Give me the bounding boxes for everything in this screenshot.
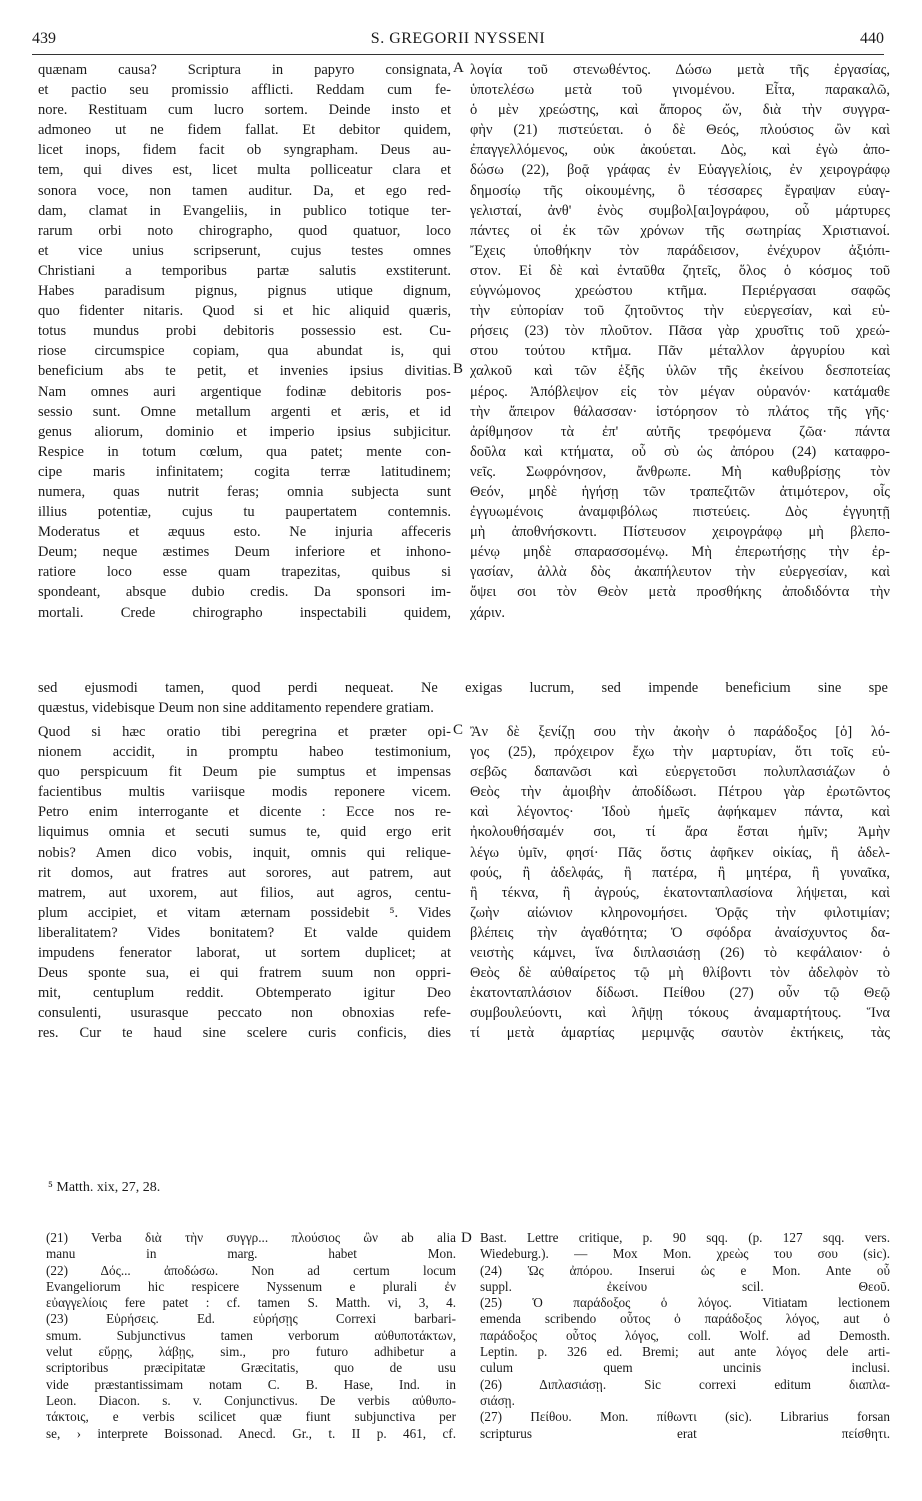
passage-text-line: sed ejusmodi tamen, quod perdi nequeat. Ne exigas lucrum, sed impende beneficium sine spe: [38, 680, 888, 696]
greek-text-line: ἑκατονταπλάσιον δίδωσι. Πείθου (27) οὖν τῷ Θεῷ: [470, 985, 890, 1002]
note-line: culum quem uncinis inclusi.: [480, 1360, 890, 1376]
note-line: (27) Πείθου. Mon. πίθωντι (sic). Librarius forsan: [480, 1409, 890, 1425]
note-line: Leon. Diacon. s. v. Conjunctivus. De verbis αὐθυπο-: [46, 1392, 456, 1408]
note-line: se, › interprete Boissonad. Anecd. Gr., t. II p. 461, cf.: [46, 1425, 456, 1441]
page-number-right: 440: [860, 30, 884, 47]
margin-letter-a: A: [453, 60, 464, 76]
latin-text-line: numera, quas nutrit feras; omnia subjecta sunt: [38, 483, 451, 500]
note-line: παράδοξος οὗτος λόγος, coll. Wolf. ad Demosth.: [480, 1327, 890, 1343]
margin-letter-c: C: [453, 722, 464, 738]
latin-text-line: Respice in totum cœlum, qua patet; mente con-: [38, 443, 451, 460]
greek-text-line: ζωὴν αἰώνιον κληρονομήσει. Ὁρᾷς τὴν φιλοτιμίαν;: [470, 904, 890, 921]
margin-letter-d: D: [461, 1230, 472, 1246]
greek-text-line: Θεὸς τὴν ἀμοιβὴν ἀποδίδωσι. Πέτρου γὰρ ἐρωτῶντος: [470, 784, 890, 801]
note-line: emenda scribendo οὗτος ὁ παράδοξος λόγος, aut ὁ: [480, 1311, 890, 1327]
note-line: Bast. Lettre critique, p. 90 sqq. (p. 127 sqq. vers.: [480, 1230, 890, 1245]
latin-text-line: sessio sunt. Omne metallum argenti et æris, et id: [38, 403, 451, 420]
greek-text-line: τί μετὰ ἁμαρτίας μεριμνᾷς σαυτὸν ἐκτήκεις, τὰς: [470, 1025, 890, 1042]
latin-text-line: ratiore loco esse quam trapezitas, quibus si: [38, 564, 451, 581]
note-line: (21) Verba διὰ τὴν συγγρ... πλούσιος ὢν ab alia: [46, 1230, 456, 1245]
greek-text-line: στον. Εἰ δὲ καὶ ἐνταῦθα ζητεῖς, ὅλος ὁ κόσμος τοῦ: [470, 262, 890, 279]
latin-text-line: et pactio seu promissio afflicti. Reddam cum fe-: [38, 82, 451, 99]
greek-text-line: συμβουλεύοντι, καὶ λῆψῃ τόκους ἀναμαρτήτους. Ἵνα: [470, 1005, 890, 1022]
latin-text-line: admoneo ut ne fidem fallat. Et debitor quidem,: [38, 122, 451, 139]
greek-text-line: λέγω ὑμῖν, φησί· Πᾶς ὅστις ἀφῆκεν οἰκίας, ἢ ἀδελ-: [470, 844, 890, 861]
running-title: S. GREGORII NYSSENI: [370, 30, 546, 47]
greek-text-line: φούς, ἢ ἀδελφάς, ἢ πατέρα, ἢ μητέρα, ἢ γυναῖκα,: [470, 864, 890, 881]
note-line: (23) Εὑρήσεις. Ed. εὑρήσῃς Correxi barbari-: [46, 1311, 456, 1327]
greek-column-top: [470, 60, 890, 623]
latin-text-line: licet inops, fidem facit ob syngrapham. Deus au-: [38, 142, 451, 159]
greek-text-line: ἀρίθμησον τὰ ἐπ' αὐτῆς τρεφόμενα ζῶα· πάντα: [470, 423, 890, 440]
critical-notes-right: [480, 1230, 890, 1442]
page-number-left: 439: [32, 30, 56, 47]
greek-text-line: φὴν (21) πιστεύεται. ὁ δὲ Θεός, πλούσιος ὢν καὶ: [470, 122, 890, 139]
latin-column-bottom: [38, 722, 451, 1044]
latin-text-line: liberalitatem? Vides bonitatem? Et valde quidem: [38, 924, 451, 941]
greek-text-line: ὑποτελέσω μετὰ τοῦ γινομένου. Εἶτα, παρακαλῶ,: [470, 82, 890, 99]
note-line: Evangeliorum hic respicere Nyssenum e plurali ἐν: [46, 1278, 456, 1294]
latin-text-line: Moderatus et æquus esto. Ne injuria affeceris: [38, 524, 451, 541]
note-line: manu in marg. habet Mon.: [46, 1246, 456, 1262]
note-line: vide præstantissimam notam C. B. Hase, Ind. in: [46, 1376, 456, 1392]
note-line: σιάσῃ.: [480, 1392, 515, 1408]
latin-text-line: beneficium abs te petit, et invenies ipsius divitias.: [38, 363, 451, 380]
full-width-passage: [38, 678, 888, 718]
latin-text-line: rarum orbi noto chirographo, quod quatuor, loco: [38, 222, 451, 239]
running-header: [32, 30, 884, 54]
passage-text-line: quæstus, videbisque Deum non sine additamento rependere gratiam.: [38, 700, 434, 716]
latin-text-line: quænam causa? Scriptura in papyro consignata,: [38, 62, 451, 78]
greek-text-line: νεῖς. Σωφρόνησον, ἄνθρωπε. Μὴ καθυβρίσῃς τὸν: [470, 463, 890, 480]
greek-text-line: δώσω (22), βοᾷ γράφας ἐν Εὐαγγελίοις, ἐν χειρογράφῳ: [470, 162, 890, 179]
note-line: (25) Ὁ παράδοξος ὁ λόγος. Vitiatam lectionem: [480, 1295, 890, 1311]
latin-text-line: rit domos, aut fratres aut sorores, aut patrem, aut: [38, 864, 451, 881]
greek-text-line: μένῳ μηδὲ σπαρασσομένῳ. Μὴ ἐπερωτήσῃς τὴν ἐρ-: [470, 544, 890, 561]
latin-column-top: [38, 60, 451, 623]
critical-notes-left: [46, 1230, 456, 1442]
latin-text-line: Habes paradisum pignus, pignus utique dignum,: [38, 283, 451, 300]
greek-text-line: ἠκολουθήσαμέν σοι, τί ἄρα ἔσται ἡμῖν; Ἀμὴν: [470, 824, 890, 841]
greek-text-line: νειστὴς κάμνει, ἵνα διπλασιάσῃ (26) τὸ κεφάλαιον· ὁ: [470, 945, 890, 962]
greek-text-line: τὴν εὐπορίαν τοῦ ζητοῦντος τὴν εὐεργεσίαν, καὶ εὑ-: [470, 303, 890, 320]
latin-text-line: mortali. Crede chirographo inspectabili quidem,: [38, 604, 451, 621]
greek-text-line: σεβῶς δαπανῶσι καὶ εὐεργετοῦσι πολυπλασιάζων ὁ: [470, 764, 890, 781]
latin-text-line: consulenti, usurasque peccato non obnoxias refe-: [38, 1005, 451, 1022]
greek-text-line: ὄψει σοι τὸν Θεὸν μετὰ προσθήκης ἀποδιδόντα τὴν: [470, 584, 890, 601]
greek-text-line: μέρος. Ἀπόβλεψον εἰς τὸν μέγαν οὐρανόν· κατάμαθε: [470, 383, 890, 400]
note-line: scripturus erat πείσθητι.: [480, 1425, 890, 1441]
greek-column-bottom: [470, 722, 890, 1044]
note-line: (24) Ὡς ἀπόρου. Inserui ὡς e Mon. Ante οὗ: [480, 1262, 890, 1278]
footnote-reference: ⁵ Matth. xix, 27, 28.: [48, 1180, 161, 1195]
latin-text-line: spondeant, absque dubio credis. Da sponsori im-: [38, 584, 451, 601]
latin-text-line: plum accipiet, et vitam æternam possidebit ⁵. Vides: [38, 904, 451, 921]
margin-letter-b: B: [453, 361, 464, 377]
greek-text-line: τὴν ἄπειρον θάλασσαν· ἱστόρησον τὸ πλάτος τῆς γῆς·: [470, 403, 890, 420]
greek-text-line: ὁ μὲν χρεώστης, καὶ ἄπορος ὤν, διὰ τὴν συγγρα-: [470, 102, 890, 119]
latin-text-line: Nam omnes auri argentique fodinæ debitoris pos-: [38, 383, 451, 400]
note-line: Leptin. p. 326 ed. Bremi; aut ante λόγος dele arti-: [480, 1344, 890, 1360]
latin-text-line: liquimus omnia et secuti sumus te, quid ergo erit: [38, 824, 451, 841]
latin-text-line: genus aliorum, dominio et imperio ipsius subjicitur.: [38, 423, 451, 440]
latin-text-line: totus mundus probi debitoris possessio est. Cu-: [38, 323, 451, 340]
latin-text-line: tem, qui dives est, licet multa polliceatur clara et: [38, 162, 451, 179]
latin-text-line: mit, centuplum reddit. Obtemperato igitur Deo: [38, 985, 451, 1002]
greek-text-line: Ἔχεις ὑποθήκην τὸν παράδεισον, ἐνέχυρον ἀξιόπι-: [470, 242, 890, 259]
latin-text-line: quo fidenter nitaris. Quod si et hic aliquid quæris,: [38, 303, 451, 320]
note-line: suppl. ἐκείνου scil. Θεοῦ.: [480, 1278, 890, 1294]
latin-text-line: Petro enim interrogante et dicente : Ecce nos re-: [38, 804, 451, 821]
latin-text-line: res. Cur te haud sine scelere curis conficis, dies: [38, 1025, 451, 1042]
latin-text-line: nobis? Amen dico vobis, inquit, omnis qui relique-: [38, 844, 451, 861]
greek-text-line: ἐπαγγελλόμενος, οὐκ ἀκούεται. Δὸς, καὶ ἐγὼ ἀπο-: [470, 142, 890, 159]
latin-text-line: illius potentiæ, cujus tu paupertatem contemnis.: [38, 504, 451, 521]
latin-text-line: Deus sponte sua, ei qui fratrem suum non oppri-: [38, 965, 451, 982]
greek-text-line: Ἂν δὲ ξενίζῃ σου τὴν ἀκοὴν ὁ παράδοξος [ὁ] λό-: [470, 724, 890, 740]
greek-text-line: δοῦλα καὶ κτήματα, οὗ σὺ ὡς ἀπόρου (24) καταφρο-: [470, 443, 890, 460]
note-line: Wiedeburg.). — Mox Mon. χρεὼς του σου (sic).: [480, 1246, 890, 1262]
greek-text-line: βλέπεις τὴν ἀγαθότητα; Ὁ σφόδρα ἀναίσχυντος δα-: [470, 924, 890, 941]
latin-text-line: sonora voce, non tamen auditur. Da, et ego red-: [38, 182, 451, 199]
note-line: (22) Δός... ἀποδώσω. Non ad certum locum: [46, 1262, 456, 1278]
latin-text-line: matrem, aut uxorem, aut filios, aut agros, centu-: [38, 884, 451, 901]
greek-text-line: χαλκοῦ καὶ τῶν ἑξῆς ὑλῶν τῆς ἐκείνου δεσποτείας: [470, 363, 890, 380]
latin-text-line: dam, clamat in Evangeliis, in publico totique ter-: [38, 202, 451, 219]
greek-text-line: στου τούτου κτῆμα. Πᾶν μέταλλον ἀργυρίου καὶ: [470, 343, 890, 360]
greek-text-line: πάντες οἱ ἐκ τῶν χρόνων τῆς σωτηρίας Χριστιανοί.: [470, 222, 890, 239]
latin-text-line: impudens fenerator laborat, ut sortem duplicet; at: [38, 945, 451, 962]
latin-text-line: et vice unius scripserunt, cujus testes omnes: [38, 242, 451, 259]
greek-text-line: λογία τοῦ στενωθέντος. Δώσω μετὰ τῆς ἐργασίας,: [470, 62, 890, 78]
greek-text-line: εὐγνώμονος χρεώστου κτῆμα. Περιέργασαι σαφῶς: [470, 283, 890, 300]
greek-text-line: Θεὸς δὲ αὐθαίρετος τῷ μὴ θλίβοντι τὸν ἀδελφὸν τὸ: [470, 965, 890, 982]
latin-text-line: nore. Restituam cum lucro sortem. Deinde insto et: [38, 102, 451, 119]
latin-text-line: cipe maris infinitatem; cogita terræ latitudinem;: [38, 463, 451, 480]
greek-text-line: δημοσίῳ τῆς οἰκουμένης, ὃ τέσσαρες ἔγραψαν εὐαγ-: [470, 182, 890, 199]
greek-text-line: χάριν.: [470, 604, 506, 621]
greek-text-line: γος (25), πρόχειρον ἔχω τὴν μαρτυρίαν, ὅτι τοῖς εὐ-: [470, 744, 890, 761]
latin-text-line: Deum; neque æstimes Deum inferiore et inhono-: [38, 544, 451, 561]
header-rule: [32, 54, 884, 55]
note-line: smum. Subjunctivus tamen verborum αὐθυποτάκτων,: [46, 1327, 456, 1343]
latin-text-line: facientibus multis variisque modis reponere vicem.: [38, 784, 451, 801]
latin-text-line: riose circumspice copiam, qua abundat is, qui: [38, 343, 451, 360]
greek-text-line: ρήσεις (23) τὸν πλοῦτον. Πᾶσα γὰρ χρυσῖτις τοῦ χρεώ-: [470, 323, 890, 340]
latin-text-line: nionem accidit, in promptu habeo testimonium,: [38, 744, 451, 761]
note-line: velut εὕρῃς, λάβῃς, sim., pro futuro adhibetur a: [46, 1344, 456, 1360]
greek-text-line: καὶ λέγοντος· Ἰδοὺ ἡμεῖς ἀφήκαμεν πάντα, καὶ: [470, 804, 890, 821]
greek-text-line: μὴ ἀποθνήσκοντι. Πίστευσον χειρογράφῳ μὴ βλεπο-: [470, 524, 890, 541]
note-line: (26) Διπλασιάσῃ. Sic correxi editum διαπλα-: [480, 1376, 890, 1392]
greek-text-line: Θεόν, μηδὲ ἡγήσῃ τῶν τραπεζιτῶν ἀτιμότερον, οἷς: [470, 483, 890, 500]
greek-text-line: γελισταί, ἀνθ' ἑνὸς συμβολ[αι]ογράφου, οὗ μάρτυρες: [470, 202, 890, 219]
latin-text-line: Quod si hæc oratio tibi peregrina et præter opi-: [38, 724, 451, 740]
note-line: εὐαγγελίοις fere patet : cf. tamen S. Matth. vi, 3, 4.: [46, 1295, 456, 1311]
latin-text-line: quo perspicuum fit Deum pie sumptus et impensas: [38, 764, 451, 781]
greek-text-line: γασίαν, ἀλλὰ δὸς ἀκαπήλευτον τὴν εὐεργεσίαν, καὶ: [470, 564, 890, 581]
greek-text-line: ἐγγυωμένοις ἀναμφιβόλως πιστεύεις. Δὸς ἐγγυητῇ: [470, 504, 890, 521]
note-line: τάκτοις, e verbis scilicet quæ fiunt subjunctiva per: [46, 1409, 456, 1425]
note-line: scriptoribus præcipitatæ Græcitatis, quo de usu: [46, 1360, 456, 1376]
latin-text-line: Christiani a temporibus partæ salutis exstiterunt.: [38, 262, 451, 279]
greek-text-line: ἢ τέκνα, ἢ ἀγρούς, ἑκατονταπλασίονα λήψεται, καὶ: [470, 884, 890, 901]
